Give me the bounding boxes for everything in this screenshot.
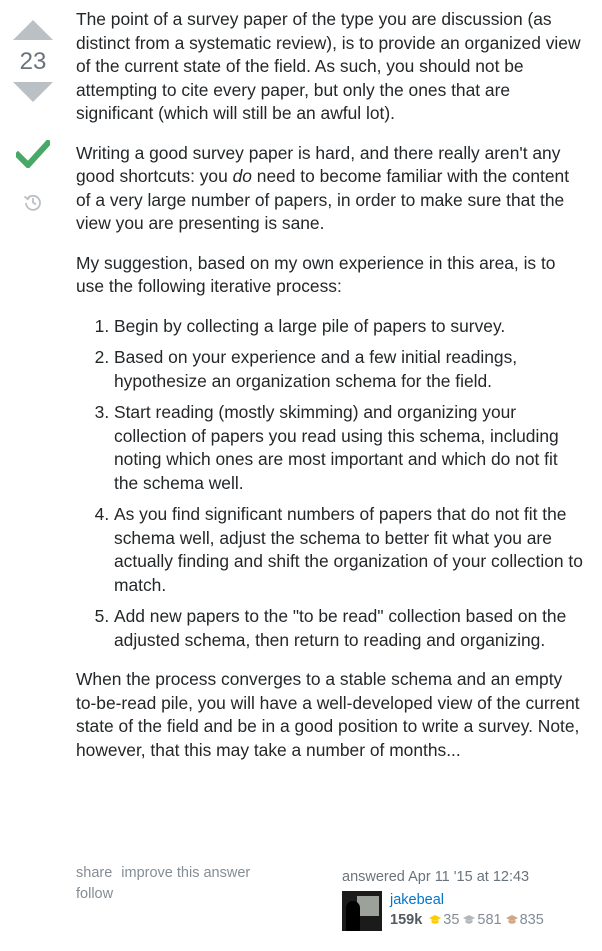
process-steps-list — [76, 315, 586, 653]
list-item: 3. Start reading (mostly skimming) and organizing your collection of papers you read using this schema, including noting which ones are most important and which do not fit the schema well. — [114, 401, 586, 495]
share-link[interactable]: share — [76, 865, 113, 881]
reputation-score: 159k — [390, 912, 423, 928]
answer-paragraph-intro: The point of a survey paper of the type you are discussion (as distinct from a systematic review), is to provide an organized view of the current state of the field. As such, you should not be attempting to cite every paper, but only the ones that are significant (which will still be an awful lot). — [76, 9, 581, 123]
answer-paragraph-difficulty — [76, 142, 586, 236]
list-item: 2. Based on your experience and a few initial readings, hypothesize an organization schema for the field. — [114, 346, 586, 393]
vote-count: 23 — [19, 48, 47, 75]
bronze-badge-icon — [505, 914, 519, 926]
post-menu-row — [76, 884, 259, 905]
gold-badge-icon — [428, 914, 442, 926]
paragraph-text: need to become familiar with the content of a very large number of papers, in order to make sure that the view you are presenting is sane. — [76, 166, 570, 233]
history-icon[interactable] — [23, 192, 43, 212]
list-item: 5. Add new papers to the "to be read" collection based on the adjusted schema, then return to reading and organizing. — [114, 605, 586, 652]
paragraph-text: Writing a good survey paper is hard, and there really aren't any good shortcuts: you — [76, 142, 561, 186]
answer-paragraph-closing: When the process converges to a stable schema and an empty to-be-read pile, you will have a well-developed view of the current state of the field and be in a good position to write a survey. Note, however, that this may take a number of months... — [76, 669, 580, 760]
user-signature — [342, 868, 592, 931]
vote-cell — [8, 14, 58, 212]
answered-timestamp: answered Apr 11 '15 at 12:43 — [342, 869, 530, 885]
post-menu-row — [76, 863, 259, 884]
downvote-arrow-icon[interactable] — [13, 82, 53, 102]
improve-answer-link[interactable]: improve this answer — [121, 865, 251, 881]
user-details-row — [342, 891, 592, 931]
user-name-link[interactable]: jakebeal — [390, 892, 445, 908]
gold-badge-count: 35 — [443, 912, 460, 928]
accepted-checkmark-icon — [16, 140, 50, 168]
list-item: 4. As you find significant numbers of papers that do not fit the schema well, adjust the schema to better fit what you are actually finding and shift the organization of your collection to match. — [114, 503, 586, 597]
answer-paragraph-suggestion: My suggestion, based on my own experience in this area, is to use the following iterative process: — [76, 252, 556, 296]
emphasis-text: do — [232, 166, 252, 186]
follow-link[interactable]: follow — [76, 886, 114, 902]
answer-body — [76, 8, 586, 778]
silver-badge-count: 581 — [477, 912, 502, 928]
list-item: 1. Begin by collecting a large pile of papers to survey. — [114, 315, 586, 339]
bronze-badge-count: 835 — [519, 912, 544, 928]
post-menu — [76, 863, 259, 905]
avatar[interactable] — [342, 891, 382, 931]
user-details — [390, 891, 544, 931]
upvote-arrow-icon[interactable] — [13, 20, 53, 40]
silver-badge-icon — [462, 914, 476, 926]
reputation-row — [390, 911, 544, 929]
